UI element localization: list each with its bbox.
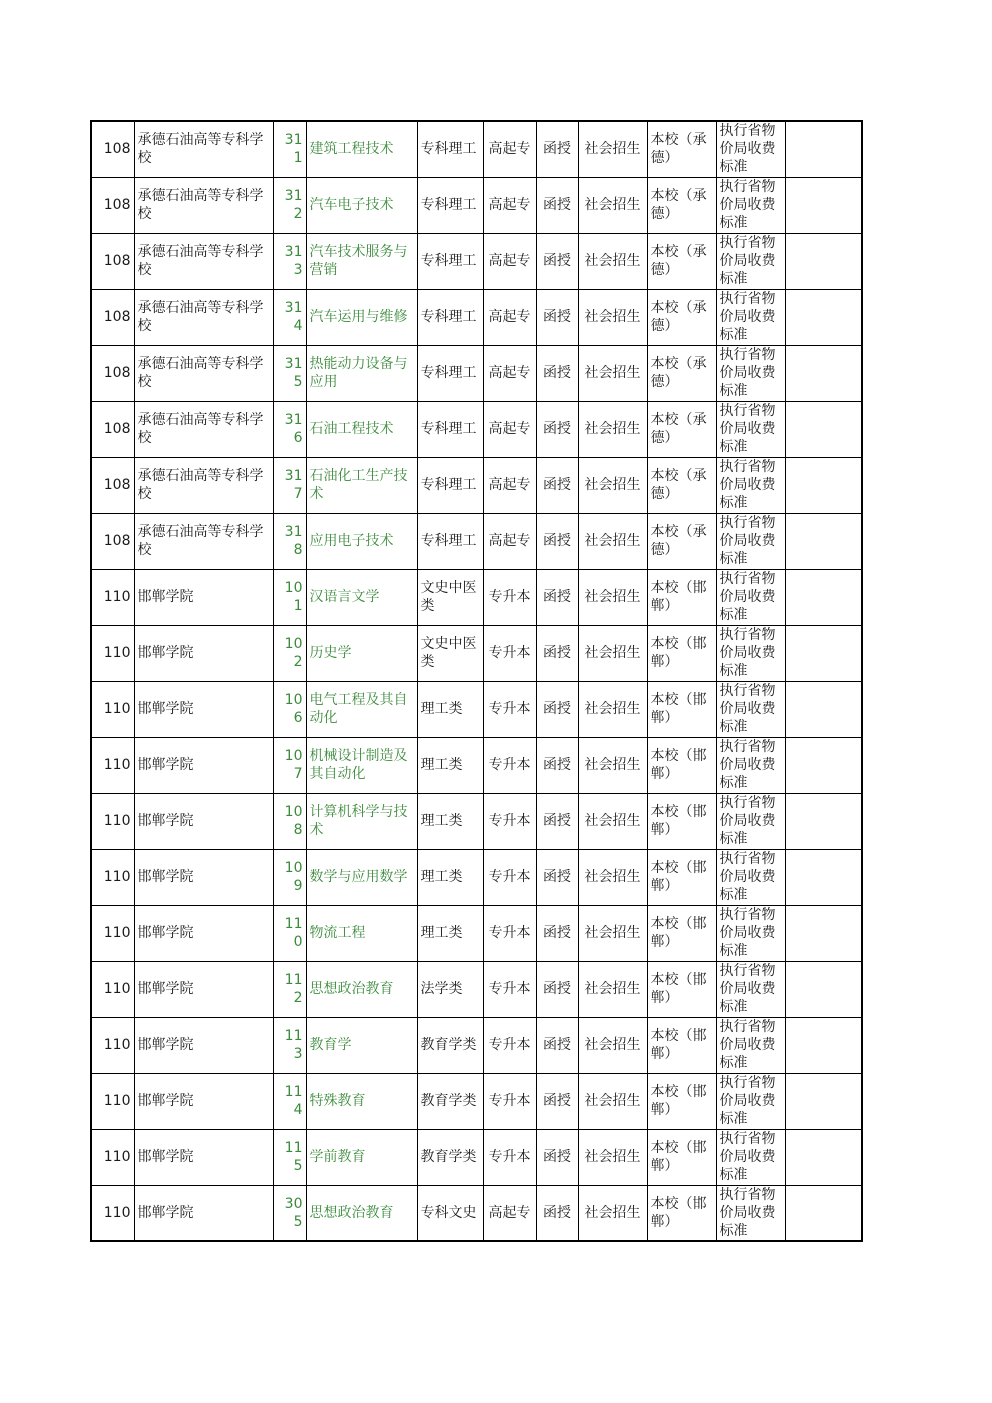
location-cell: 本校（邯郸） — [647, 1073, 716, 1129]
major-name-cell: 汉语言文学 — [306, 569, 417, 625]
remarks-cell — [785, 625, 862, 681]
school-code-cell: 110 — [91, 905, 134, 961]
school-code-cell: 110 — [91, 1185, 134, 1241]
study-form-cell: 函授 — [536, 233, 578, 289]
fee-standard-cell: 执行省物价局收费标准 — [716, 849, 785, 905]
table-row — [91, 569, 862, 625]
remarks-cell — [785, 345, 862, 401]
category-cell: 专科理工 — [417, 289, 483, 345]
table-row — [91, 121, 862, 177]
major-code-cell: 102 — [273, 625, 306, 681]
table-row — [91, 1129, 862, 1185]
school-name-cell: 承德石油高等专科学校 — [134, 121, 273, 177]
remarks-cell — [785, 513, 862, 569]
major-name-cell: 应用电子技术 — [306, 513, 417, 569]
school-name-cell: 邯郸学院 — [134, 1185, 273, 1241]
fee-standard-cell: 执行省物价局收费标准 — [716, 345, 785, 401]
category-cell: 教育学类 — [417, 1017, 483, 1073]
level-cell: 高起专 — [483, 289, 536, 345]
enrollment-target-cell: 社会招生 — [578, 961, 647, 1017]
school-name-cell: 邯郸学院 — [134, 625, 273, 681]
fee-standard-cell: 执行省物价局收费标准 — [716, 737, 785, 793]
level-cell: 专升本 — [483, 905, 536, 961]
category-cell: 专科理工 — [417, 513, 483, 569]
school-code-cell: 108 — [91, 345, 134, 401]
category-cell: 理工类 — [417, 905, 483, 961]
major-name-cell: 计算机科学与技术 — [306, 793, 417, 849]
remarks-cell — [785, 121, 862, 177]
enrollment-target-cell: 社会招生 — [578, 121, 647, 177]
category-cell: 专科理工 — [417, 401, 483, 457]
study-form-cell: 函授 — [536, 1185, 578, 1241]
category-cell: 专科理工 — [417, 457, 483, 513]
fee-standard-cell: 执行省物价局收费标准 — [716, 1073, 785, 1129]
major-code-cell: 112 — [273, 961, 306, 1017]
major-code-cell: 110 — [273, 905, 306, 961]
fee-standard-cell: 执行省物价局收费标准 — [716, 177, 785, 233]
level-cell: 高起专 — [483, 121, 536, 177]
major-code-cell: 109 — [273, 849, 306, 905]
level-cell: 专升本 — [483, 1129, 536, 1185]
table-body — [91, 121, 862, 1241]
remarks-cell — [785, 289, 862, 345]
location-cell: 本校（承德） — [647, 121, 716, 177]
table-row — [91, 793, 862, 849]
school-code-cell: 110 — [91, 849, 134, 905]
school-name-cell: 承德石油高等专科学校 — [134, 289, 273, 345]
table-row — [91, 513, 862, 569]
level-cell: 专升本 — [483, 849, 536, 905]
category-cell: 专科文史 — [417, 1185, 483, 1241]
study-form-cell: 函授 — [536, 1129, 578, 1185]
category-cell: 专科理工 — [417, 345, 483, 401]
study-form-cell: 函授 — [536, 625, 578, 681]
level-cell: 专升本 — [483, 737, 536, 793]
major-name-cell: 特殊教育 — [306, 1073, 417, 1129]
school-name-cell: 邯郸学院 — [134, 737, 273, 793]
category-cell: 理工类 — [417, 793, 483, 849]
category-cell: 教育学类 — [417, 1129, 483, 1185]
remarks-cell — [785, 401, 862, 457]
major-name-cell: 思想政治教育 — [306, 961, 417, 1017]
major-name-cell: 学前教育 — [306, 1129, 417, 1185]
major-code-cell: 305 — [273, 1185, 306, 1241]
remarks-cell — [785, 1129, 862, 1185]
enrollment-target-cell: 社会招生 — [578, 1185, 647, 1241]
major-code-cell: 101 — [273, 569, 306, 625]
remarks-cell — [785, 961, 862, 1017]
school-name-cell: 邯郸学院 — [134, 849, 273, 905]
fee-standard-cell: 执行省物价局收费标准 — [716, 625, 785, 681]
fee-standard-cell: 执行省物价局收费标准 — [716, 121, 785, 177]
remarks-cell — [785, 681, 862, 737]
major-name-cell: 汽车运用与维修 — [306, 289, 417, 345]
major-name-cell: 电气工程及其自动化 — [306, 681, 417, 737]
category-cell: 理工类 — [417, 681, 483, 737]
enrollment-target-cell: 社会招生 — [578, 905, 647, 961]
level-cell: 专升本 — [483, 681, 536, 737]
location-cell: 本校（邯郸） — [647, 793, 716, 849]
school-name-cell: 承德石油高等专科学校 — [134, 401, 273, 457]
major-name-cell: 数学与应用数学 — [306, 849, 417, 905]
study-form-cell: 函授 — [536, 569, 578, 625]
major-code-cell: 114 — [273, 1073, 306, 1129]
school-code-cell: 110 — [91, 625, 134, 681]
location-cell: 本校（承德） — [647, 457, 716, 513]
location-cell: 本校（承德） — [647, 289, 716, 345]
location-cell: 本校（承德） — [647, 401, 716, 457]
school-name-cell: 邯郸学院 — [134, 961, 273, 1017]
school-name-cell: 承德石油高等专科学校 — [134, 345, 273, 401]
table-row — [91, 737, 862, 793]
study-form-cell: 函授 — [536, 177, 578, 233]
school-code-cell: 110 — [91, 569, 134, 625]
remarks-cell — [785, 1017, 862, 1073]
school-name-cell: 承德石油高等专科学校 — [134, 233, 273, 289]
enrollment-table — [90, 120, 863, 1242]
major-code-cell: 316 — [273, 401, 306, 457]
major-name-cell: 历史学 — [306, 625, 417, 681]
location-cell: 本校（邯郸） — [647, 849, 716, 905]
location-cell: 本校（承德） — [647, 233, 716, 289]
study-form-cell: 函授 — [536, 961, 578, 1017]
school-code-cell: 108 — [91, 121, 134, 177]
location-cell: 本校（承德） — [647, 513, 716, 569]
level-cell: 高起专 — [483, 401, 536, 457]
remarks-cell — [785, 849, 862, 905]
remarks-cell — [785, 1185, 862, 1241]
enrollment-target-cell: 社会招生 — [578, 625, 647, 681]
study-form-cell: 函授 — [536, 737, 578, 793]
enrollment-target-cell: 社会招生 — [578, 793, 647, 849]
fee-standard-cell: 执行省物价局收费标准 — [716, 1017, 785, 1073]
school-name-cell: 邯郸学院 — [134, 681, 273, 737]
fee-standard-cell: 执行省物价局收费标准 — [716, 681, 785, 737]
category-cell: 理工类 — [417, 849, 483, 905]
study-form-cell: 函授 — [536, 793, 578, 849]
remarks-cell — [785, 793, 862, 849]
major-code-cell: 318 — [273, 513, 306, 569]
enrollment-target-cell: 社会招生 — [578, 1129, 647, 1185]
enrollment-target-cell: 社会招生 — [578, 681, 647, 737]
table-row — [91, 681, 862, 737]
study-form-cell: 函授 — [536, 401, 578, 457]
table-row — [91, 1185, 862, 1241]
major-code-cell: 107 — [273, 737, 306, 793]
level-cell: 高起专 — [483, 177, 536, 233]
location-cell: 本校（邯郸） — [647, 1129, 716, 1185]
table-row — [91, 233, 862, 289]
major-name-cell: 物流工程 — [306, 905, 417, 961]
study-form-cell: 函授 — [536, 457, 578, 513]
school-name-cell: 承德石油高等专科学校 — [134, 457, 273, 513]
enrollment-target-cell: 社会招生 — [578, 569, 647, 625]
major-name-cell: 教育学 — [306, 1017, 417, 1073]
enrollment-target-cell: 社会招生 — [578, 233, 647, 289]
location-cell: 本校（邯郸） — [647, 905, 716, 961]
location-cell: 本校（邯郸） — [647, 625, 716, 681]
table-row — [91, 177, 862, 233]
school-name-cell: 承德石油高等专科学校 — [134, 177, 273, 233]
table-row — [91, 401, 862, 457]
remarks-cell — [785, 905, 862, 961]
fee-standard-cell: 执行省物价局收费标准 — [716, 1185, 785, 1241]
category-cell: 专科理工 — [417, 121, 483, 177]
level-cell: 高起专 — [483, 345, 536, 401]
major-code-cell: 108 — [273, 793, 306, 849]
fee-standard-cell: 执行省物价局收费标准 — [716, 457, 785, 513]
school-code-cell: 110 — [91, 1129, 134, 1185]
study-form-cell: 函授 — [536, 121, 578, 177]
level-cell: 专升本 — [483, 625, 536, 681]
enrollment-target-cell: 社会招生 — [578, 457, 647, 513]
category-cell: 理工类 — [417, 737, 483, 793]
fee-standard-cell: 执行省物价局收费标准 — [716, 233, 785, 289]
school-name-cell: 邯郸学院 — [134, 1017, 273, 1073]
fee-standard-cell: 执行省物价局收费标准 — [716, 905, 785, 961]
remarks-cell — [785, 737, 862, 793]
major-name-cell: 汽车电子技术 — [306, 177, 417, 233]
fee-standard-cell: 执行省物价局收费标准 — [716, 289, 785, 345]
study-form-cell: 函授 — [536, 513, 578, 569]
category-cell: 教育学类 — [417, 1073, 483, 1129]
study-form-cell: 函授 — [536, 345, 578, 401]
school-name-cell: 邯郸学院 — [134, 569, 273, 625]
table-row — [91, 625, 862, 681]
table-row — [91, 345, 862, 401]
major-code-cell: 315 — [273, 345, 306, 401]
enrollment-target-cell: 社会招生 — [578, 345, 647, 401]
major-name-cell: 机械设计制造及其自动化 — [306, 737, 417, 793]
table-row — [91, 289, 862, 345]
remarks-cell — [785, 569, 862, 625]
school-name-cell: 邯郸学院 — [134, 793, 273, 849]
school-code-cell: 108 — [91, 233, 134, 289]
study-form-cell: 函授 — [536, 289, 578, 345]
school-name-cell: 承德石油高等专科学校 — [134, 513, 273, 569]
table-row — [91, 961, 862, 1017]
major-code-cell: 313 — [273, 233, 306, 289]
school-code-cell: 110 — [91, 1073, 134, 1129]
remarks-cell — [785, 177, 862, 233]
level-cell: 专升本 — [483, 569, 536, 625]
study-form-cell: 函授 — [536, 1017, 578, 1073]
level-cell: 高起专 — [483, 233, 536, 289]
major-name-cell: 石油工程技术 — [306, 401, 417, 457]
major-code-cell: 311 — [273, 121, 306, 177]
major-name-cell: 石油化工生产技术 — [306, 457, 417, 513]
fee-standard-cell: 执行省物价局收费标准 — [716, 401, 785, 457]
school-code-cell: 108 — [91, 401, 134, 457]
school-code-cell: 110 — [91, 1017, 134, 1073]
school-code-cell: 108 — [91, 289, 134, 345]
major-code-cell: 106 — [273, 681, 306, 737]
location-cell: 本校（邯郸） — [647, 1185, 716, 1241]
enrollment-target-cell: 社会招生 — [578, 737, 647, 793]
level-cell: 专升本 — [483, 1017, 536, 1073]
location-cell: 本校（邯郸） — [647, 961, 716, 1017]
major-code-cell: 113 — [273, 1017, 306, 1073]
fee-standard-cell: 执行省物价局收费标准 — [716, 569, 785, 625]
level-cell: 高起专 — [483, 1185, 536, 1241]
level-cell: 专升本 — [483, 793, 536, 849]
enrollment-target-cell: 社会招生 — [578, 1017, 647, 1073]
major-code-cell: 314 — [273, 289, 306, 345]
category-cell: 文史中医类 — [417, 625, 483, 681]
enrollment-target-cell: 社会招生 — [578, 177, 647, 233]
remarks-cell — [785, 1073, 862, 1129]
location-cell: 本校（邯郸） — [647, 737, 716, 793]
school-code-cell: 110 — [91, 961, 134, 1017]
location-cell: 本校（承德） — [647, 345, 716, 401]
study-form-cell: 函授 — [536, 849, 578, 905]
table-row — [91, 1073, 862, 1129]
level-cell: 高起专 — [483, 457, 536, 513]
school-code-cell: 108 — [91, 513, 134, 569]
location-cell: 本校（邯郸） — [647, 1017, 716, 1073]
level-cell: 专升本 — [483, 961, 536, 1017]
enrollment-target-cell: 社会招生 — [578, 513, 647, 569]
fee-standard-cell: 执行省物价局收费标准 — [716, 961, 785, 1017]
fee-standard-cell: 执行省物价局收费标准 — [716, 793, 785, 849]
major-name-cell: 思想政治教育 — [306, 1185, 417, 1241]
level-cell: 专升本 — [483, 1073, 536, 1129]
school-code-cell: 110 — [91, 793, 134, 849]
major-code-cell: 312 — [273, 177, 306, 233]
location-cell: 本校（承德） — [647, 177, 716, 233]
major-name-cell: 热能动力设备与应用 — [306, 345, 417, 401]
location-cell: 本校（邯郸） — [647, 569, 716, 625]
school-code-cell: 108 — [91, 177, 134, 233]
major-code-cell: 115 — [273, 1129, 306, 1185]
category-cell: 专科理工 — [417, 177, 483, 233]
enrollment-target-cell: 社会招生 — [578, 401, 647, 457]
school-code-cell: 108 — [91, 457, 134, 513]
remarks-cell — [785, 457, 862, 513]
fee-standard-cell: 执行省物价局收费标准 — [716, 1129, 785, 1185]
enrollment-target-cell: 社会招生 — [578, 289, 647, 345]
category-cell: 专科理工 — [417, 233, 483, 289]
school-name-cell: 邯郸学院 — [134, 1129, 273, 1185]
major-name-cell: 建筑工程技术 — [306, 121, 417, 177]
major-code-cell: 317 — [273, 457, 306, 513]
level-cell: 高起专 — [483, 513, 536, 569]
study-form-cell: 函授 — [536, 681, 578, 737]
study-form-cell: 函授 — [536, 905, 578, 961]
table-row — [91, 457, 862, 513]
table-row — [91, 905, 862, 961]
table-row — [91, 849, 862, 905]
category-cell: 文史中医类 — [417, 569, 483, 625]
school-code-cell: 110 — [91, 681, 134, 737]
school-code-cell: 110 — [91, 737, 134, 793]
category-cell: 法学类 — [417, 961, 483, 1017]
enrollment-target-cell: 社会招生 — [578, 1073, 647, 1129]
study-form-cell: 函授 — [536, 1073, 578, 1129]
location-cell: 本校（邯郸） — [647, 681, 716, 737]
school-name-cell: 邯郸学院 — [134, 1073, 273, 1129]
enrollment-target-cell: 社会招生 — [578, 849, 647, 905]
remarks-cell — [785, 233, 862, 289]
major-name-cell: 汽车技术服务与营销 — [306, 233, 417, 289]
table-row — [91, 1017, 862, 1073]
school-name-cell: 邯郸学院 — [134, 905, 273, 961]
fee-standard-cell: 执行省物价局收费标准 — [716, 513, 785, 569]
